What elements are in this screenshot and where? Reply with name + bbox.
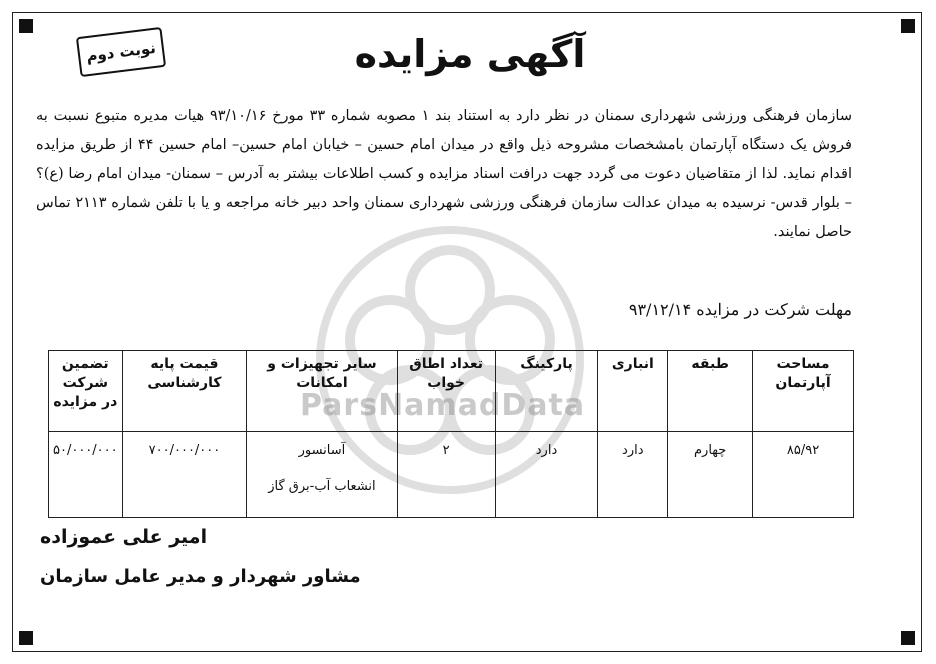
corner-ornament [901,631,915,645]
corner-ornament [901,19,915,33]
col-area: مساحت آپارتمان [753,351,854,432]
col-floor: طبقه [668,351,753,432]
watermark-text: ParsNamadData [300,388,586,423]
col-base-price: قیمت پایه کارشناسی [122,351,247,432]
publication-badge: نوبت دوم [76,27,166,77]
cell-other-line2: انشعاب آب-برق گاز [268,479,376,494]
table-row [49,432,854,518]
cell-guarantee: ۵۰/۰۰۰/۰۰۰ [49,432,123,518]
signatory-name: امیر علی عموزاده [40,526,208,548]
col-other: سایر تجهیزات و امکانات [247,351,397,432]
apartment-table [48,350,854,518]
cell-floor: چهارم [668,432,753,518]
cell-base-price: ۷۰۰/۰۰۰/۰۰۰ [122,432,247,518]
cell-other-line1: آسانسور [298,443,346,458]
col-storage: انباری [598,351,668,432]
corner-ornament [19,631,33,645]
cell-other [247,432,397,518]
signatory-position: مشاور شهردار و مدیر عامل سازمان [40,566,361,587]
col-bedrooms: تعداد اطاق خواب [397,351,495,432]
deadline-line: مهلت شرکت در مزایده ۹۳/۱۲/۱۴ [628,300,852,319]
cell-bedrooms: ۲ [397,432,495,518]
col-guarantee: تضمین شرکت در مزایده [49,351,123,432]
table-header-row [49,351,854,432]
cell-parking: دارد [495,432,598,518]
notice-paragraph: سازمان فرهنگی ورزشی شهرداری سمنان در نظر دارد به استناد بند ۱ مصوبه شماره ۳۳ مورخ ۹۳/۱۰/۱۶ هیات مدیره متبوع نسبت به فروش یک دستگاه آپارتمان بامشخصات مشروحه ذیل واقع در میدان امام حسین – خیابان امام حسین– امام حسین ۴۴ از طریق مزایده اقدام نماید. لذا از متقاضیان دعوت می گردد جهت درافت اسناد مزایده و کسب اطلاعات بیشتر به آدرس – سمنان- میدان امام رضا (ع)؟ – بلوار قدس- نرسیده به میدان عدالت سازمان فرهنگی ورزشی شهرداری سمنان واحد دبیر خانه مراجعه و یا با تلفن شماره ۲۱۱۳ تماس حاصل نمایند. [36,108,853,240]
cell-storage: دارد [598,432,668,518]
notice-body [36,102,852,247]
col-parking: پارکینگ [495,351,598,432]
cell-area: ۸۵/۹۲ [753,432,854,518]
corner-ornament [19,19,33,33]
page-title: آگهی مزایده [354,32,586,76]
